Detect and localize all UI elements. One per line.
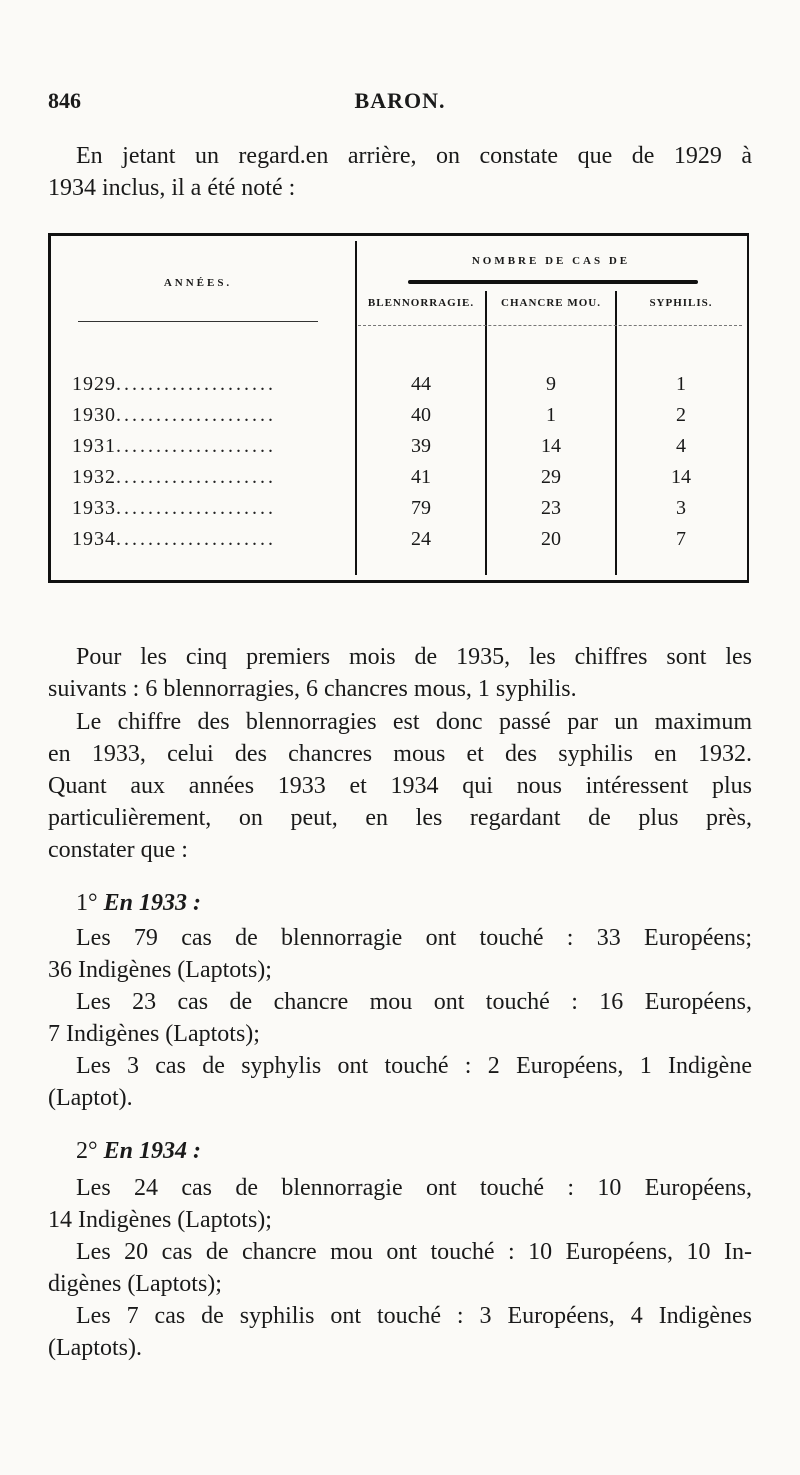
dot-leader: .................... xyxy=(116,404,276,426)
year-label: 1932 xyxy=(72,466,116,488)
cell-blennorragie: 79 xyxy=(411,497,431,519)
paragraph-line: 14 Indigènes (Laptots); xyxy=(48,1207,272,1233)
header-rule xyxy=(358,325,742,326)
dot-leader: .................... xyxy=(116,528,276,550)
paragraph-line: (Laptot). xyxy=(48,1085,133,1111)
cell-chancre: 23 xyxy=(541,497,561,519)
cell-blennorragie: 40 xyxy=(411,404,431,426)
section-title: En 1933 : xyxy=(103,890,201,916)
dot-leader: .................... xyxy=(116,373,276,395)
dot-leader: .................... xyxy=(116,497,276,519)
paragraph-maximum xyxy=(48,706,752,866)
header-chancre: CHANCRE MOU. xyxy=(501,297,601,309)
cell-syphilis: 7 xyxy=(676,528,686,550)
paragraph-line: (Laptots). xyxy=(48,1335,142,1361)
table-row-year xyxy=(72,435,352,458)
paragraph-1935 xyxy=(48,641,752,705)
paragraph-line: en 1933, celui des chancres mous et des syphilis en 1932. xyxy=(48,741,752,767)
table-bottom-rule xyxy=(48,581,748,583)
paragraph-line: Les 24 cas de blennorragie ont touché : 10 Européens, xyxy=(76,1175,752,1201)
section-title: En 1934 : xyxy=(103,1138,201,1164)
dot-leader: .................... xyxy=(116,435,276,457)
paragraph-line: Quant aux années 1933 et 1934 qui nous intéressent plus xyxy=(48,773,752,799)
year-label: 1933 xyxy=(72,497,116,519)
cell-syphilis: 1 xyxy=(676,373,686,395)
paragraph-line: particulièrement, on peut, en les regardant de plus près, xyxy=(48,805,752,831)
paragraph-line: Les 3 cas de syphylis ont touché : 2 Européens, 1 Indigène xyxy=(76,1053,752,1079)
header-syphilis: SYPHILIS. xyxy=(649,297,713,309)
cell-chancre: 20 xyxy=(541,528,561,550)
paragraph-line: Pour les cinq premiers mois de 1935, les chiffres sont les xyxy=(76,644,752,670)
cell-syphilis: 2 xyxy=(676,404,686,426)
header-group: NOMBRE DE CAS DE xyxy=(471,255,631,267)
section-number: 2° xyxy=(76,1138,98,1164)
paragraph-line: suivants : 6 blennorragies, 6 chancres mous, 1 syphilis. xyxy=(48,676,577,702)
paragraph-line: Le chiffre des blennorragies est donc passé par un maximum xyxy=(76,709,752,735)
cases-table xyxy=(48,233,748,585)
table-row-year xyxy=(72,497,352,520)
header-blennorragie: BLENNORRAGIE. xyxy=(367,297,475,309)
paragraph-line: Les 23 cas de chancre mou ont touché : 16 Européens, xyxy=(76,989,752,1015)
section-1933 xyxy=(48,922,752,1114)
year-label: 1929 xyxy=(72,373,116,395)
cell-syphilis: 14 xyxy=(671,466,691,488)
cell-syphilis: 3 xyxy=(676,497,686,519)
section-number: 1° xyxy=(76,890,98,916)
table-row-year xyxy=(72,466,352,489)
header-years: ANNÉES. xyxy=(163,277,233,289)
table-row-year xyxy=(72,404,352,427)
year-label: 1931 xyxy=(72,435,116,457)
cell-syphilis: 4 xyxy=(676,435,686,457)
paragraph-line: 7 Indigènes (Laptots); xyxy=(48,1021,260,1047)
cell-blennorragie: 24 xyxy=(411,528,431,550)
paragraph-line: digènes (Laptots); xyxy=(48,1271,222,1297)
paragraph-line: Les 20 cas de chancre mou ont touché : 10 Européens, 10 In- xyxy=(76,1239,752,1265)
cell-chancre: 14 xyxy=(541,435,561,457)
year-label: 1934 xyxy=(72,528,116,550)
header-rule xyxy=(78,321,318,322)
cell-chancre: 29 xyxy=(541,466,561,488)
page-header xyxy=(48,88,752,122)
section-heading-1933 xyxy=(76,887,201,919)
table-row-year xyxy=(72,528,352,551)
paragraph-line: Les 7 cas de syphilis ont touché : 3 Européens, 4 Indigènes xyxy=(76,1303,752,1329)
cell-blennorragie: 41 xyxy=(411,466,431,488)
dot-leader: .................... xyxy=(116,466,276,488)
intro-paragraph xyxy=(48,140,752,204)
cell-chancre: 1 xyxy=(546,404,556,426)
cell-blennorragie: 39 xyxy=(411,435,431,457)
year-label: 1930 xyxy=(72,404,116,426)
header-brace-rule xyxy=(408,280,698,284)
cell-blennorragie: 44 xyxy=(411,373,431,395)
page-number: 846 xyxy=(48,88,81,113)
intro-line: En jetant un regard.en arrière, on constate que de 1929 à xyxy=(76,143,752,169)
paragraph-line: Les 79 cas de blennorragie ont touché : 33 Européens; xyxy=(76,925,752,951)
running-title: BARON. xyxy=(354,88,446,113)
paragraph-line: constater que : xyxy=(48,837,188,863)
table-row-year xyxy=(72,373,352,396)
section-1934 xyxy=(48,1172,752,1364)
section-heading-1934 xyxy=(76,1135,201,1167)
paragraph-line: 36 Indigènes (Laptots); xyxy=(48,957,272,983)
intro-line: 1934 inclus, il a été noté : xyxy=(48,175,296,201)
cell-chancre: 9 xyxy=(546,373,556,395)
